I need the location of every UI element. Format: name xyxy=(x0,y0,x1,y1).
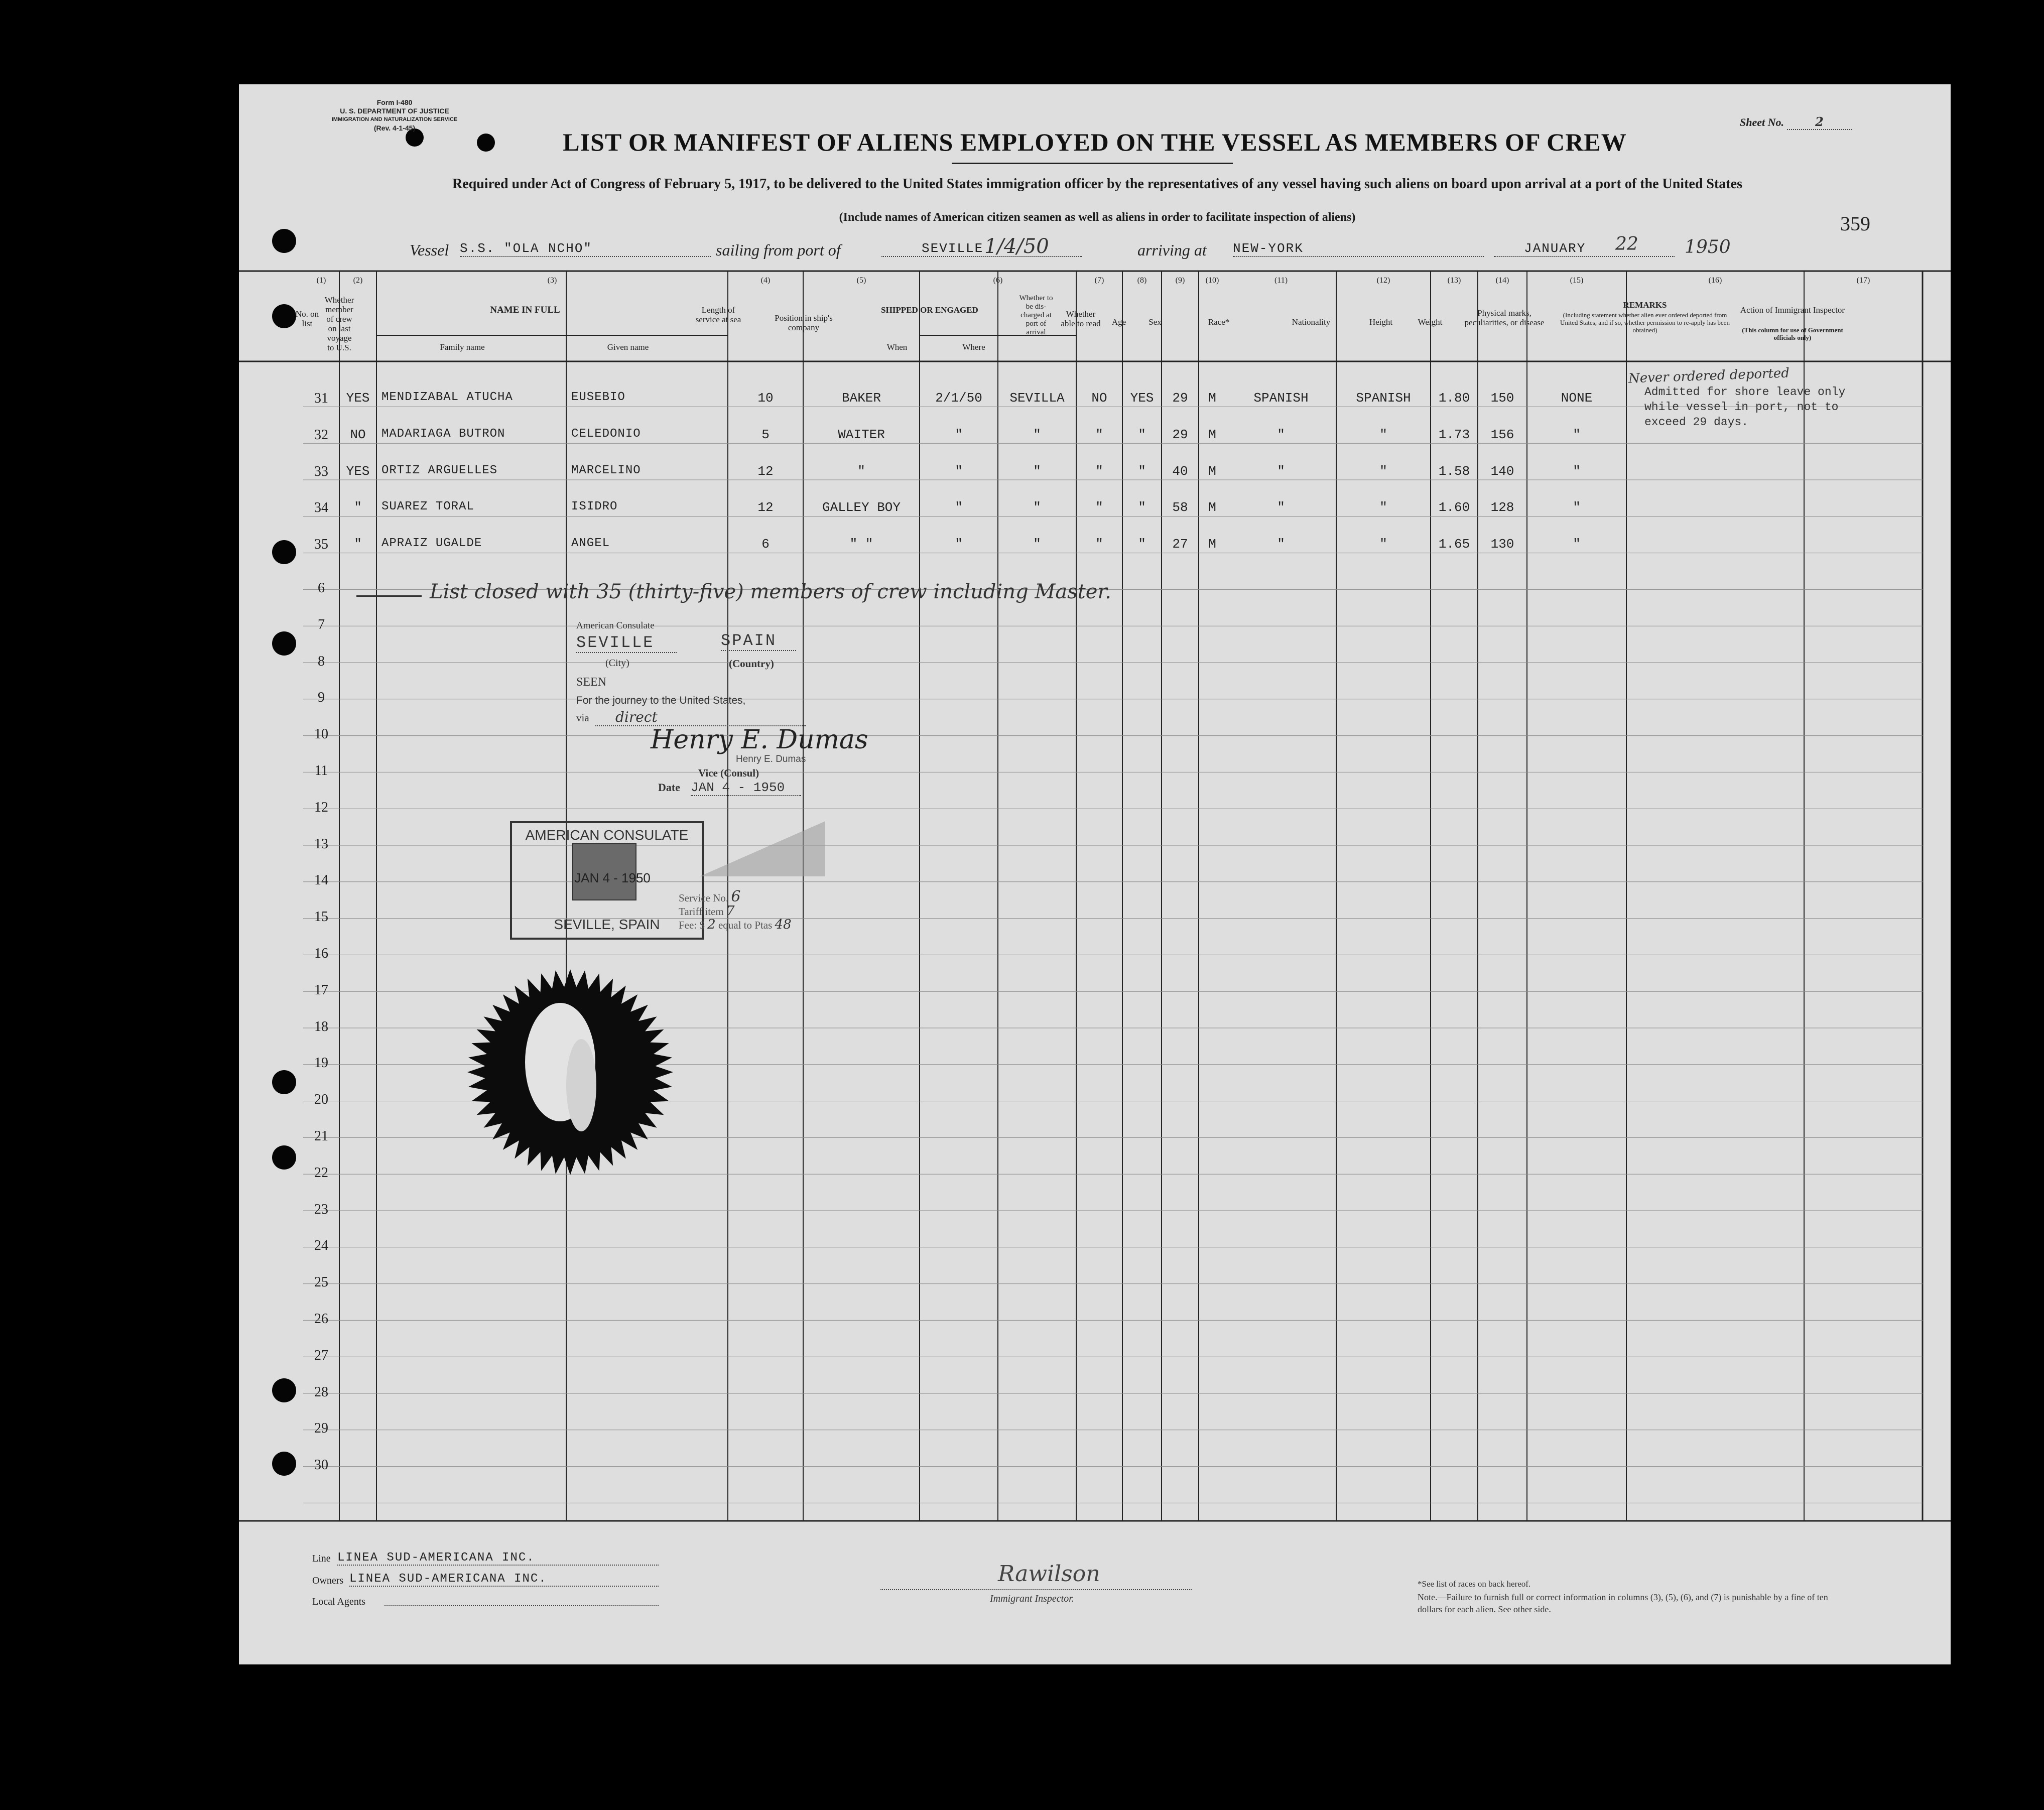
member-last-voyage: NO xyxy=(350,427,366,442)
line-value: LINEA SUD-AMERICANA INC. xyxy=(337,1551,659,1566)
column-number: (2) xyxy=(353,276,363,285)
age: 27 xyxy=(1172,537,1188,552)
arrival-year: 1950 xyxy=(1685,237,1731,257)
sex: M xyxy=(1208,463,1216,479)
member-last-voyage: YES xyxy=(346,391,370,406)
race: " xyxy=(1277,537,1285,552)
city-label: (City) xyxy=(605,658,629,669)
row-number: 21 xyxy=(314,1128,328,1144)
inspector-label: Immigrant Inspector. xyxy=(990,1593,1074,1604)
journey-text: For the journey to the United States, xyxy=(576,695,746,706)
stamp-top-text: AMERICAN CONSULATE xyxy=(525,827,689,843)
height: 1.60 xyxy=(1438,500,1470,515)
col-header-height: Height xyxy=(1369,317,1393,327)
stamp-bottom-text: SEVILLE, SPAIN xyxy=(554,917,660,932)
row-number: 34 xyxy=(314,500,328,516)
inspector-signature: Rawilson xyxy=(998,1561,1100,1587)
physical-marks: " xyxy=(1573,500,1581,515)
physical-marks: " xyxy=(1573,463,1581,479)
visa-date: JAN 4 - 1950 xyxy=(691,780,801,796)
owners-value: LINEA SUD-AMERICANA INC. xyxy=(349,1572,659,1587)
physical-marks: " xyxy=(1573,537,1581,552)
consul-signature: Henry E. Dumas xyxy=(651,725,868,755)
able-to-read: YES xyxy=(1130,391,1154,406)
row-number: 6 xyxy=(318,580,325,596)
list-closed-note: List closed with 35 (thirty-five) members of crew including Master. xyxy=(430,580,1111,603)
shipped-when: " xyxy=(955,463,963,479)
stamp-date: JAN 4 - 1950 xyxy=(574,870,651,885)
to-be-discharged: NO xyxy=(1091,391,1107,406)
row-number: 10 xyxy=(314,726,328,742)
given-name: CELEDONIO xyxy=(571,427,641,441)
col-header-when: When xyxy=(886,342,908,352)
row-number: 8 xyxy=(318,653,325,669)
country-label: (Country) xyxy=(729,658,774,670)
age: 29 xyxy=(1172,391,1188,406)
line-label: Line xyxy=(312,1553,331,1564)
to-be-discharged: " xyxy=(1095,463,1103,479)
row-number: 11 xyxy=(314,763,328,779)
member-last-voyage: " xyxy=(354,537,362,552)
arrival-day: 22 xyxy=(1615,234,1638,254)
row-number: 19 xyxy=(314,1055,328,1071)
height: 1.80 xyxy=(1438,391,1470,406)
page-number: 359 xyxy=(1840,212,1870,235)
age: 29 xyxy=(1172,427,1188,442)
column-number: (6) xyxy=(993,276,1003,285)
given-name: MARCELINO xyxy=(571,463,641,477)
seen-label: SEEN xyxy=(576,676,606,689)
row-number: 28 xyxy=(314,1384,328,1400)
row-number: 25 xyxy=(314,1274,328,1290)
sailing-port: SEVILLE xyxy=(881,241,1082,257)
age: 40 xyxy=(1172,463,1188,479)
column-number: (13) xyxy=(1447,276,1461,285)
vessel-label: Vessel xyxy=(410,241,449,259)
manifest-sheet xyxy=(239,84,1951,1664)
column-number: (16) xyxy=(1708,276,1722,285)
col-header-remarks-note: (Including statement whether alien ever ordered deported from United States, and if so, whether permission to re-apply has been obtained) xyxy=(1560,311,1730,334)
agents-label: Local Agents xyxy=(312,1596,366,1607)
column-number: (9) xyxy=(1175,276,1185,285)
shipped-where: " xyxy=(1033,463,1041,479)
given-name: ANGEL xyxy=(571,537,610,551)
stamp-smudge xyxy=(700,821,825,876)
column-number: (1) xyxy=(316,276,326,285)
nationality: " xyxy=(1379,537,1387,552)
races-note: *See list of races on back hereof. xyxy=(1418,1579,1531,1589)
subnote: (Include names of American citizen seamen as well as aliens in order to facilitate inspection of aliens) xyxy=(839,211,1356,224)
form-header: Form I-480 U. S. DEPARTMENT OF JUSTICE IMMIGRATION AND NATURALIZATION SERVICE (Rev. 4-1-45) xyxy=(331,98,458,132)
shipped-where: " xyxy=(1033,500,1041,515)
column-number: (8) xyxy=(1137,276,1147,285)
penalty-note: Note.—Failure to furnish full or correct information in columns (3), (5), (6), and (7) is punishable by a fine of ten dollars for each alien. See other side. xyxy=(1418,1592,1828,1614)
via-value: direct xyxy=(595,709,806,726)
col-header-service: Length of service at sea xyxy=(695,305,741,324)
family-name: MADARIAGA BUTRON xyxy=(381,427,505,441)
length-of-service: 12 xyxy=(757,500,774,515)
length-of-service: 5 xyxy=(761,427,770,442)
race: SPANISH xyxy=(1253,391,1309,406)
arrival-month: JANUARY xyxy=(1494,241,1675,257)
sex: M xyxy=(1208,427,1216,442)
race: " xyxy=(1277,427,1285,442)
to-be-discharged: " xyxy=(1095,427,1103,442)
vessel-name: S.S. "OLA NCHO" xyxy=(460,241,711,257)
member-last-voyage: YES xyxy=(346,463,370,479)
col-header-marks: Physical marks, peculiarities, or disease xyxy=(1464,308,1545,327)
shipped-when: " xyxy=(955,537,963,552)
row-number: 18 xyxy=(314,1018,328,1035)
nationality: " xyxy=(1379,463,1387,479)
page-title: LIST OR MANIFEST OF ALIENS EMPLOYED ON THE VESSEL AS MEMBERS OF CREW xyxy=(563,128,1627,156)
col-header-family: Family name xyxy=(440,342,485,352)
row-number: 22 xyxy=(314,1165,328,1181)
row-number: 16 xyxy=(314,946,328,961)
height: 1.58 xyxy=(1438,463,1470,479)
col-header-discharged: Whether to be dis-charged at port of arrival xyxy=(1019,294,1053,336)
col-header-action-note: (This column for use of Government officials only) xyxy=(1742,326,1843,341)
row-number: 31 xyxy=(314,391,328,406)
row-number: 24 xyxy=(314,1238,328,1254)
height: 1.73 xyxy=(1438,427,1470,442)
able-to-read: " xyxy=(1138,463,1146,479)
column-number: (11) xyxy=(1274,276,1288,285)
sheet-number: Sheet No. 2 xyxy=(1740,114,1852,130)
shipped-when: " xyxy=(955,500,963,515)
row-number: 20 xyxy=(314,1092,328,1108)
weight: 130 xyxy=(1490,537,1514,552)
owners-label: Owners xyxy=(312,1575,344,1586)
shipped-where: " xyxy=(1033,537,1041,552)
arriving-label: arriving at xyxy=(1137,241,1207,259)
race: " xyxy=(1277,463,1285,479)
col-header-no: No. on list xyxy=(295,309,319,328)
row-number: 33 xyxy=(314,463,328,479)
col-header-read: Whether able to read xyxy=(1061,309,1101,328)
subtitle: Required under Act of Congress of February 5, 1917, to be delivered to the United States immigration officer by the representatives of any vessel having such aliens on board upon arrival at a port of the United States xyxy=(452,176,1742,192)
column-number: (5) xyxy=(856,276,866,285)
col-header-remarks: REMARKS xyxy=(1623,300,1667,310)
row-number: 26 xyxy=(314,1311,328,1327)
row-number: 17 xyxy=(314,982,328,998)
row-number: 35 xyxy=(314,537,328,553)
given-name: ISIDRO xyxy=(571,500,618,514)
col-header-given: Given name xyxy=(607,342,649,352)
consulate-stamp xyxy=(510,821,704,940)
weight: 128 xyxy=(1490,500,1514,515)
position: WAITER xyxy=(838,427,885,442)
col-header-name: NAME IN FULL xyxy=(490,305,560,315)
family-name: ORTIZ ARGUELLES xyxy=(381,463,498,477)
to-be-discharged: " xyxy=(1095,500,1103,515)
shipped-when: " xyxy=(955,427,963,442)
sex: M xyxy=(1208,537,1216,552)
col-header-position: Position in ship's company xyxy=(775,313,833,332)
physical-marks: NONE xyxy=(1561,391,1593,406)
date-label: Date xyxy=(658,781,680,794)
given-name: EUSEBIO xyxy=(571,391,625,404)
race: " xyxy=(1277,500,1285,515)
sailing-label: sailing from port of xyxy=(716,241,841,259)
consulate-country: SPAIN xyxy=(721,631,796,651)
row-number: 15 xyxy=(314,909,328,925)
row-number: 27 xyxy=(314,1347,328,1363)
row-number: 29 xyxy=(314,1420,328,1437)
consulate-city: SEVILLE xyxy=(576,633,677,653)
nationality: SPANISH xyxy=(1356,391,1411,406)
nationality: " xyxy=(1379,427,1387,442)
weight: 156 xyxy=(1490,427,1514,442)
position: BAKER xyxy=(841,391,881,406)
inspector-line xyxy=(880,1589,1192,1590)
age: 58 xyxy=(1172,500,1188,515)
row-number: 7 xyxy=(318,616,325,632)
remarks-typed: Admitted for shore leave only while vessel in port, not to exceed 29 days. xyxy=(1644,385,1846,429)
arriving-port: NEW-YORK xyxy=(1233,241,1484,257)
column-number: (3) xyxy=(547,276,557,285)
nationality: " xyxy=(1379,500,1387,515)
able-to-read: " xyxy=(1138,537,1146,552)
column-number: (17) xyxy=(1856,276,1870,285)
sailing-date: 1/4/50 xyxy=(984,235,1049,258)
member-last-voyage: " xyxy=(354,500,362,515)
physical-marks: " xyxy=(1573,427,1581,442)
length-of-service: 10 xyxy=(757,391,774,406)
able-to-read: " xyxy=(1138,500,1146,515)
row-number: 23 xyxy=(314,1201,328,1217)
col-header-sex: Sex xyxy=(1148,317,1162,327)
fee-block: Service No. 6 Tariff item 7 Fee: $ 2 equal to Ptas 48 xyxy=(679,888,792,932)
row-number: 32 xyxy=(314,427,328,443)
col-header-shipped: SHIPPED OR ENGAGED xyxy=(881,305,978,315)
to-be-discharged: " xyxy=(1095,537,1103,552)
row-number: 30 xyxy=(314,1457,328,1473)
height: 1.65 xyxy=(1438,537,1470,552)
agents-value xyxy=(385,1605,659,1606)
consul-name: Henry E. Dumas xyxy=(736,754,806,764)
shipped-when: 2/1/50 xyxy=(935,391,982,406)
shipped-where: " xyxy=(1033,427,1041,442)
column-number: (14) xyxy=(1495,276,1509,285)
row-number: 13 xyxy=(314,836,328,852)
row-number: 9 xyxy=(318,690,325,706)
col-header-weight: Weight xyxy=(1418,317,1443,327)
via-label: via xyxy=(576,712,589,724)
consulate-header: American Consulate xyxy=(576,620,655,631)
col-header-age: Age xyxy=(1111,317,1126,327)
position: " xyxy=(857,463,865,479)
family-name: APRAIZ UGALDE xyxy=(381,537,482,551)
column-number: (12) xyxy=(1376,276,1390,285)
able-to-read: " xyxy=(1138,427,1146,442)
dash-mark xyxy=(356,595,422,597)
column-number: (15) xyxy=(1570,276,1584,285)
sex: M xyxy=(1208,391,1216,406)
col-header-race: Race* xyxy=(1208,317,1230,327)
col-header-member: Whether member of crew on last voyage to U.S. xyxy=(324,295,354,352)
col-header-nationality: Nationality xyxy=(1292,317,1331,327)
col-header-action: Action of Immigrant Inspector xyxy=(1740,305,1845,315)
family-name: MENDIZABAL ATUCHA xyxy=(381,391,513,404)
row-number: 12 xyxy=(314,799,328,815)
sex: M xyxy=(1208,500,1216,515)
shipped-where: SEVILLA xyxy=(1009,391,1065,406)
row-number: 14 xyxy=(314,872,328,888)
length-of-service: 6 xyxy=(761,537,770,552)
consul-title: Vice (Consul) xyxy=(698,767,759,779)
family-name: SUAREZ TORAL xyxy=(381,500,474,514)
weight: 140 xyxy=(1490,463,1514,479)
col-header-where: Where xyxy=(962,342,985,352)
column-number: (7) xyxy=(1094,276,1104,285)
embossed-seal xyxy=(465,967,676,1178)
length-of-service: 12 xyxy=(757,463,774,479)
column-number: (10) xyxy=(1205,276,1219,285)
position: " " xyxy=(849,537,873,552)
column-number: (4) xyxy=(760,276,771,285)
remarks-handwritten: Never ordered deported xyxy=(1628,365,1790,386)
weight: 150 xyxy=(1490,391,1514,406)
position: GALLEY BOY xyxy=(822,500,901,515)
